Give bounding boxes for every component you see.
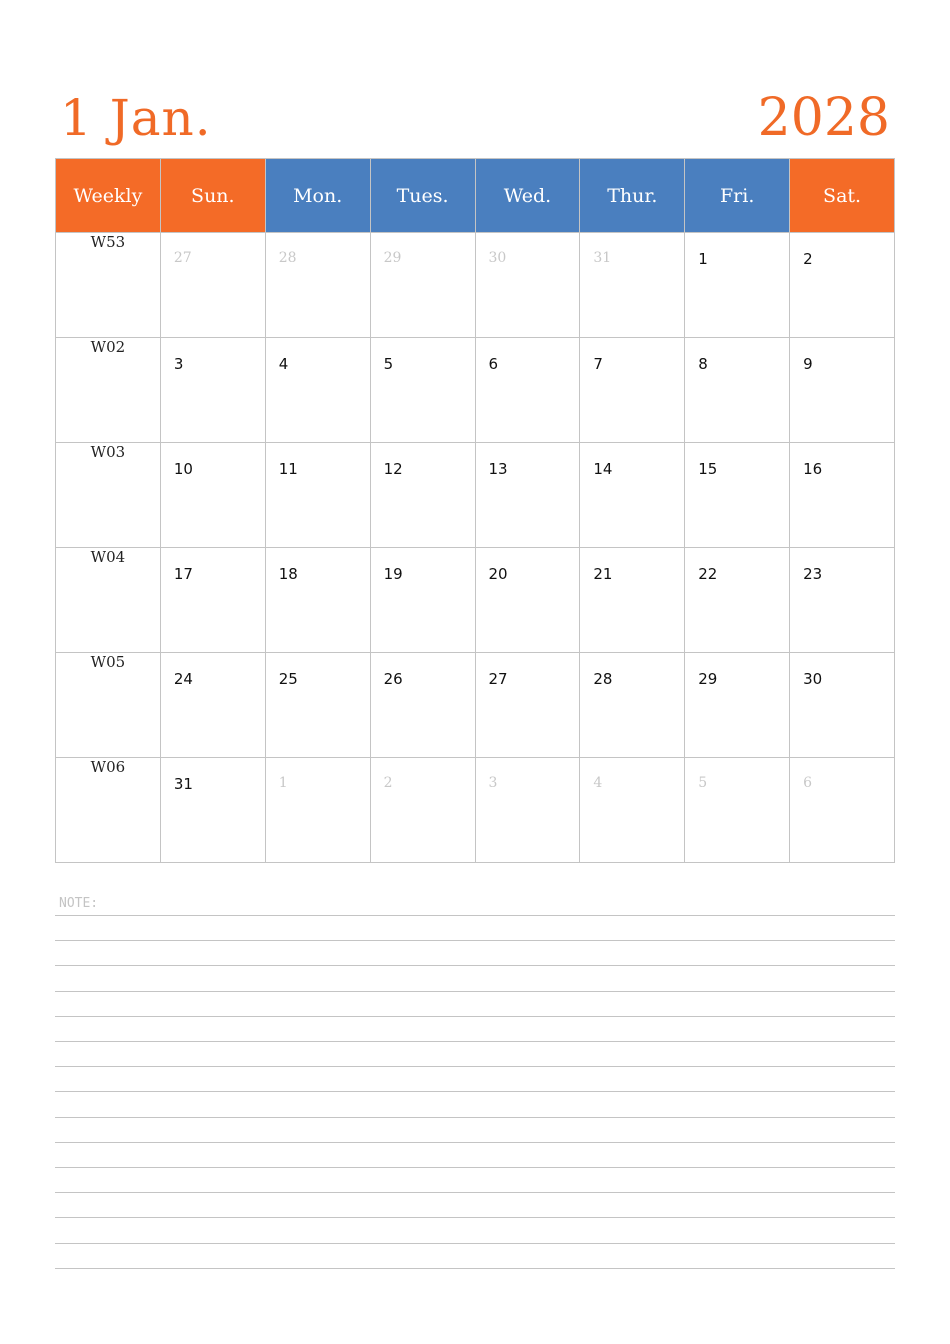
day-cell [475,338,580,443]
day-cell [580,653,685,758]
adjacent-month-date: 29 [383,250,402,266]
column-header-day-6: Fri. [685,159,790,233]
note-line [55,1268,895,1269]
date-number: 20 [488,565,508,583]
note-line [55,915,895,916]
week-number: W05 [56,653,161,758]
day-cell [160,233,265,338]
week-row [56,653,895,758]
column-header-day-7: Sat. [790,159,895,233]
day-cell [475,443,580,548]
day-cell [580,233,685,338]
day-cell [475,233,580,338]
adjacent-month-date: 28 [278,250,297,266]
note-line [55,1041,895,1042]
column-header-day-2: Mon. [265,159,370,233]
day-cell [685,233,790,338]
note-line [55,1016,895,1017]
day-cell [265,233,370,338]
day-cell [160,548,265,653]
day-cell [685,653,790,758]
day-cell [790,758,895,863]
day-cell [685,548,790,653]
day-cell [370,653,475,758]
day-cell [790,443,895,548]
day-cell [685,443,790,548]
date-number: 5 [383,355,394,373]
adjacent-month-date: 6 [803,775,813,791]
day-cell [160,653,265,758]
day-cell [685,338,790,443]
date-number: 11 [278,460,298,478]
note-line [55,1167,895,1168]
date-number: 12 [383,460,403,478]
adjacent-month-date: 4 [593,775,603,791]
note-label: NOTE: [59,896,99,911]
day-cell [265,653,370,758]
date-number: 6 [488,355,499,373]
day-cell [370,443,475,548]
day-cell [370,758,475,863]
note-line [55,965,895,966]
date-number: 19 [383,565,403,583]
day-cell [265,548,370,653]
date-number: 18 [278,565,298,583]
note-line [55,1117,895,1118]
day-cell [265,338,370,443]
adjacent-month-date: 30 [488,250,507,266]
day-cell [790,548,895,653]
adjacent-month-date: 31 [593,250,612,266]
day-cell [370,338,475,443]
date-number: 7 [593,355,603,373]
note-line [55,1217,895,1218]
day-cell [475,758,580,863]
column-header-day-1: Sun. [160,159,265,233]
day-cell [580,443,685,548]
adjacent-month-date: 5 [698,775,708,791]
date-number: 14 [593,460,613,478]
day-cell [160,338,265,443]
date-number: 16 [803,460,823,478]
date-number: 4 [278,355,289,373]
day-cell [685,758,790,863]
date-number: 31 [173,775,193,793]
column-header-day-5: Thur. [580,159,685,233]
date-number: 25 [278,670,298,688]
day-cell [370,233,475,338]
note-line [55,1066,895,1067]
date-number: 3 [173,355,184,373]
week-number: W06 [56,758,161,863]
year-title: 2028 [757,88,890,148]
day-cell [475,653,580,758]
column-header-day-4: Wed. [475,159,580,233]
date-number: 26 [383,670,403,688]
week-row [56,233,895,338]
day-cell [475,548,580,653]
note-line [55,1091,895,1092]
date-number: 27 [488,670,508,688]
day-cell [370,548,475,653]
week-number: W04 [56,548,161,653]
note-line [55,991,895,992]
date-number: 8 [698,355,708,373]
week-number: W53 [56,233,161,338]
column-header-weekly: Weekly [56,159,161,233]
date-number: 23 [803,565,823,583]
day-cell [160,758,265,863]
date-number: 1 [698,250,708,268]
calendar-grid [55,158,895,863]
note-line [55,1142,895,1143]
adjacent-month-date: 1 [278,775,288,791]
date-number: 28 [593,670,613,688]
day-cell [580,338,685,443]
day-cell [790,653,895,758]
date-number: 21 [593,565,613,583]
date-number: 17 [173,565,193,583]
week-number: W03 [56,443,161,548]
adjacent-month-date: 2 [383,775,393,791]
weekday-header-row [56,159,895,233]
date-number: 13 [488,460,508,478]
month-title: 1 Jan. [60,89,212,147]
date-number: 30 [803,670,823,688]
day-cell [790,233,895,338]
week-row [56,338,895,443]
column-header-day-3: Tues. [370,159,475,233]
day-cell [265,443,370,548]
date-number: 10 [173,460,193,478]
note-line [55,1243,895,1244]
note-line [55,940,895,941]
date-number: 24 [173,670,193,688]
day-cell [580,548,685,653]
note-line [55,1192,895,1193]
date-number: 29 [698,670,718,688]
week-number: W02 [56,338,161,443]
adjacent-month-date: 3 [488,775,498,791]
day-cell [580,758,685,863]
date-number: 9 [803,355,813,373]
date-number: 2 [803,250,813,268]
day-cell [265,758,370,863]
week-row [56,548,895,653]
calendar-body [56,233,895,863]
date-number: 15 [698,460,718,478]
day-cell [790,338,895,443]
adjacent-month-date: 27 [173,250,192,266]
date-number: 22 [698,565,718,583]
week-row [56,758,895,863]
week-row [56,443,895,548]
day-cell [160,443,265,548]
